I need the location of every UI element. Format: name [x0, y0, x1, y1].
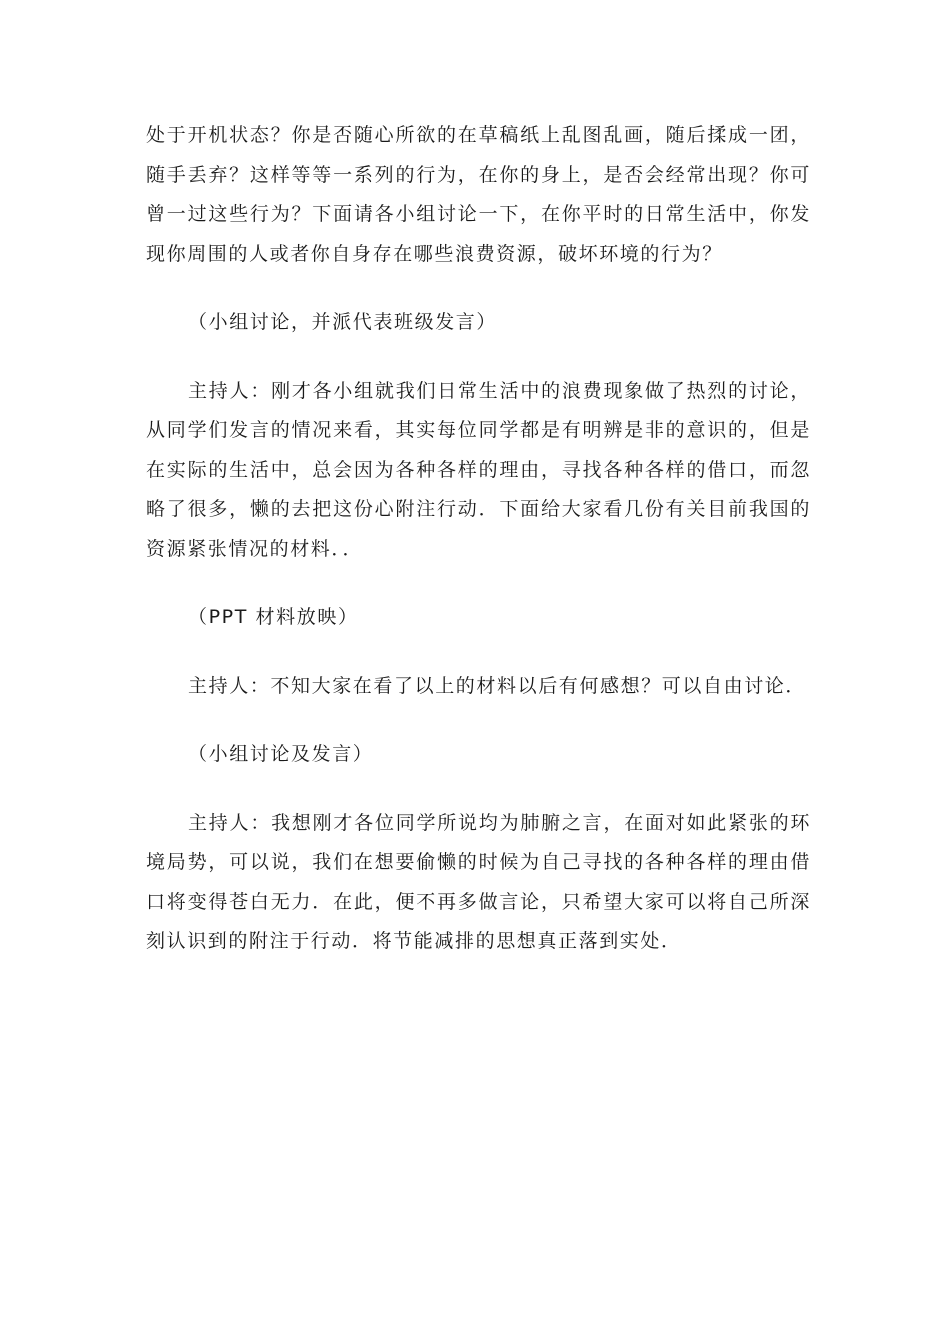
paragraph-host-speech: 主持人：不知大家在看了以上的材料以后有何感想？可以自由讨论．	[188, 674, 807, 697]
paragraph-stage-direction: （小组讨论，并派代表班级发言）	[188, 311, 498, 333]
paragraph-continuation: 处于开机状态？你是否随心所欲的在草稿纸上乱图乱画，随后揉成一团，随手丢弃？这样等等一系列的行为，在你的身上，是否会经常出现？你可曾一过这些行为？下面请各小组讨论一下，在你平时的日常生活中，你发现你周围的人或者你自身存在哪些浪费资源，破坏环境的行为？	[146, 124, 811, 265]
paragraph-stage-direction: （PPT 材料放映）	[188, 606, 359, 628]
paragraph-host-speech: 主持人：刚才各小组就我们日常生活中的浪费现象做了热烈的讨论，从同学们发言的情况来看，其实每位同学都是有明辨是非的意识的，但是在实际的生活中，总会因为各种各样的理由，寻找各种各样的借口，而忽略了很多，懒的去把这份心附注行动．下面给大家看几份有关目前我国的资源紧张情况的材料．．	[146, 379, 811, 560]
document-body	[146, 116, 811, 962]
paragraph-stage-direction: （小组讨论及发言）	[188, 743, 374, 765]
paragraph-host-speech: 主持人：我想刚才各位同学所说均为肺腑之言，在面对如此紧张的环境局势，可以说，我们在想要偷懒的时候为自己寻找的各种各样的理由借口将变得苍白无力．在此，便不再多做言论，只希望大家可以将自己所深刻认识到的附注于行动．将节能减排的思想真正落到实处．	[146, 811, 811, 952]
